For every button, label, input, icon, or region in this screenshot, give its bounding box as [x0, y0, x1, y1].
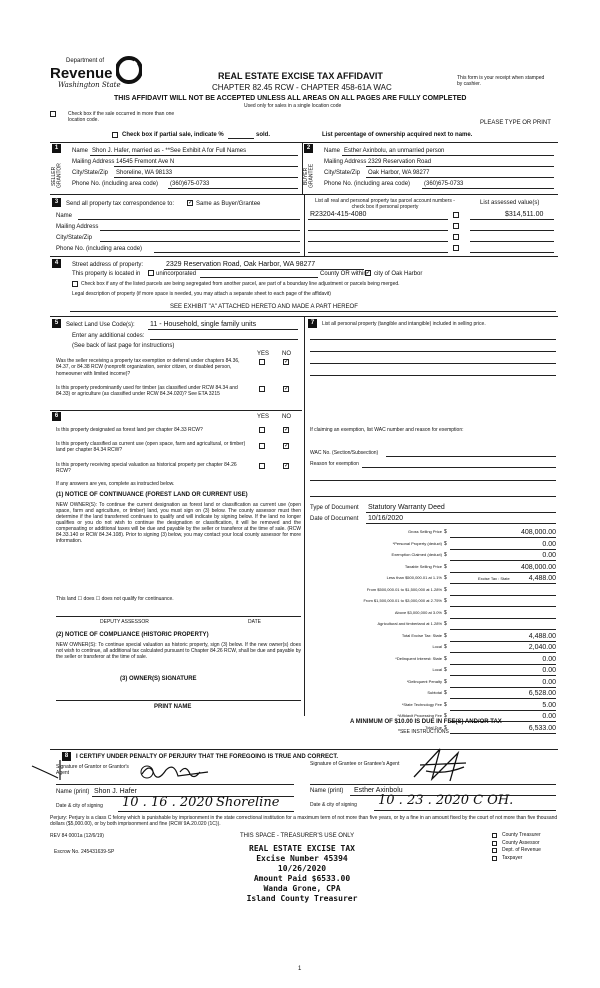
tax-row-label: From $1,500,000.01 to $3,000,000 at 2.75% — [363, 598, 442, 603]
dollar-sign: $ — [444, 678, 447, 685]
section-5-badge: 5 — [52, 319, 61, 328]
grantee-signature — [410, 745, 470, 785]
line — [100, 241, 300, 242]
unincorporated-label: unincorporated — [156, 271, 197, 277]
section-7-badge: 7 — [308, 319, 317, 328]
line — [200, 277, 318, 278]
assessed-value[interactable]: $314,511.00 — [505, 211, 544, 218]
line — [470, 230, 554, 231]
tax-row-value[interactable]: 4,488.00 — [528, 575, 556, 582]
s3-city-label: City/State/Zip — [56, 235, 93, 241]
tax-row-line — [450, 641, 556, 642]
owner-signature-label: (3) OWNER(S) SIGNATURE — [120, 676, 197, 682]
same-as-buyer-label: Same as Buyer/Grantee — [196, 201, 261, 207]
line — [470, 219, 554, 220]
line — [470, 241, 554, 242]
assessed-header: List assessed value(s) — [480, 200, 540, 206]
line — [386, 456, 556, 457]
s3-addr-label: Mailing Address — [56, 224, 99, 230]
s6-q2-no[interactable]: ✓ — [284, 443, 290, 449]
dept-of: Department of — [66, 58, 105, 64]
s5-q1-no[interactable]: ✓ — [284, 359, 290, 365]
grantor-sign-city[interactable]: Shoreline — [216, 795, 280, 810]
line — [342, 155, 554, 156]
tax-row-label: Less than $500,000.01 at 1.1% — [386, 575, 442, 580]
line — [308, 252, 448, 253]
notice-continuance-text: NEW OWNER(S): To continue the current designation as forest land or classification as current use (open space, farm and agriculture, or timber) land, you must sign on (3) below. The county assessor must then determine if the land transferred continues to qualify and will indicate by signing below. If the land no longer qualifies or you do not wish to continue the designation or classification, it will be removed and the compensating or additional taxes will be due and payable by the seller or transferor at the time of sale. (RCW 84.33.140 or RCW 84.34.108). Prior to signing (3) below, you may contact your local county assessor for more information. — [56, 502, 301, 544]
copy-label: Dept. of Revenue — [502, 847, 541, 853]
line — [470, 252, 554, 253]
line — [308, 219, 448, 220]
revenue-logo-text: Revenue — [50, 65, 113, 82]
grantor-date-city-label: Date & city of signing — [56, 803, 103, 809]
ownership-label: List percentage of ownership acquired next to name. — [322, 132, 473, 138]
escrow-number: Escrow No. 245431639-SP — [54, 849, 115, 855]
s6-no: NO — [282, 414, 291, 420]
stamp-line: Island County Treasurer — [246, 894, 358, 903]
multi-location-checkbox[interactable] — [50, 111, 56, 117]
line — [422, 188, 554, 189]
section-8-badge: 8 — [62, 752, 71, 761]
rule — [50, 749, 558, 750]
line — [310, 363, 556, 364]
tax-row-label: Above $3,000,000 at 3.0% — [394, 609, 442, 615]
line — [56, 616, 301, 617]
grantor-sign-date[interactable]: 10 . 16 . 2020 — [122, 795, 213, 810]
parcel-personal-checkbox[interactable] — [453, 212, 459, 218]
tax-row-line — [450, 629, 556, 630]
grantor-city-label: City/State/Zip — [72, 170, 109, 176]
divider — [304, 194, 305, 256]
tax-row-label: *Affidavit Processing Fee — [397, 713, 442, 718]
tax-row-label: From $500,000.01 to $1,500,000 at 1.28% — [366, 586, 442, 592]
percent-line — [228, 138, 254, 139]
assessor-date: DATE — [248, 619, 261, 625]
line — [366, 166, 554, 167]
line — [310, 496, 556, 497]
line — [366, 512, 556, 513]
tax-row-line — [450, 618, 556, 619]
grantor-addr[interactable]: 14545 Fremont Ave N — [116, 159, 175, 165]
dollar-sign: $ — [444, 713, 447, 719]
doc-type-label: Type of Document — [310, 505, 359, 511]
tax-row-label: Subtotal — [427, 690, 442, 695]
personal-property-list: List all personal property (tangible and intangible) included in selling price. — [322, 321, 486, 327]
tax-row-value[interactable]: 0.00 — [542, 713, 556, 720]
rule — [50, 256, 558, 257]
reason-label: Reason for exemption — [310, 461, 359, 467]
tax-row-value[interactable]: 0.00 — [542, 655, 556, 663]
doc-date-label: Date of Document — [310, 516, 359, 522]
line — [362, 467, 556, 468]
tax-row-line — [450, 652, 556, 653]
s5-q2-yes[interactable] — [259, 386, 265, 392]
tax-row-value[interactable]: 2,040.00 — [528, 644, 556, 651]
s6-question-1: Is this property designated as forest land per chapter 84.33 RCW? — [56, 427, 203, 433]
tax-row-label: Total Due — [425, 724, 442, 730]
rule — [50, 142, 558, 143]
tax-row-value[interactable]: 6,533.00 — [528, 724, 556, 732]
line — [114, 166, 298, 167]
tax-row-line — [450, 537, 556, 538]
line — [150, 339, 298, 340]
line — [366, 177, 554, 178]
line — [164, 269, 364, 270]
line — [308, 241, 448, 242]
page-number: 1 — [298, 966, 302, 972]
dollar-sign: $ — [444, 575, 447, 581]
legal-description-label: Legal description of property (if more space is needed, you may attach a separate sheet to each page of the affidavit) — [72, 291, 331, 297]
wac-label: WAC No. (Section/Subsection) — [310, 450, 379, 456]
city-of: city of Oak Harbor — [374, 271, 423, 277]
dollar-sign: $ — [444, 701, 447, 708]
dollar-sign: $ — [444, 586, 447, 593]
grantor-phone[interactable]: (360)675-0733 — [170, 181, 210, 187]
tax-row-line — [450, 710, 556, 711]
property-street[interactable]: 2329 Reservation Road, Oak Harbor, WA 98277 — [166, 261, 316, 268]
s6-q3-yes[interactable] — [259, 463, 265, 469]
tax-row-label: Local — [432, 644, 442, 649]
line — [70, 311, 556, 312]
section-3-badge: 3 — [52, 198, 61, 207]
rule — [50, 410, 302, 411]
grantor-signature — [30, 756, 230, 784]
if-yes-note: If any answers are yes, complete as instructed below. — [56, 481, 175, 487]
grantee-city-label: City/State/Zip — [324, 170, 361, 176]
notice-compliance-text: NEW OWNER(S): To continue special valuation as historic property, sign (3) below. If the new owner(s) does not wish to continue, all additional tax calculated pursuant to Chapter 84.26 RCW, shall be due and payable by the seller or transferor at the time of sale. — [56, 642, 301, 660]
line — [78, 219, 300, 220]
copy-label: County Treasurer — [502, 832, 541, 838]
perjury-note: Perjury: Perjury is a class C felony which is punishable by imprisonment in the state correctional institution for a maximum term of not more than five years, or by a fine in an amount fixed by the court of not more than five thousand dollars ($5,000.00), or by both imprisonment and fine (RCW 9A.20.020 (1C)). — [50, 815, 558, 827]
tax-row-line — [450, 595, 556, 596]
stamp-line: Excise Number 45394 — [256, 854, 348, 863]
multi-location-label: Check box if the sale occurred in more than one location code. — [68, 111, 175, 123]
tax-row-value[interactable]: 408,000.00 — [520, 529, 556, 536]
s6-yes: YES — [257, 414, 270, 420]
send-correspondence: Send all property tax correspondence to: — [66, 201, 175, 207]
dollar-sign: $ — [444, 644, 447, 650]
washington-state: Washington State — [58, 81, 121, 89]
section-6-badge: 6 — [52, 412, 61, 421]
s6-q1-no[interactable]: ✓ — [284, 427, 290, 433]
grantee-date-city-label: Date & city of signing — [310, 802, 357, 808]
tax-row-value[interactable]: 0.00 — [542, 667, 556, 674]
divider — [304, 316, 305, 716]
dollar-sign: $ — [444, 667, 447, 673]
certify-statement: I CERTIFY UNDER PENALTY OF PERJURY THAT THE FOREGOING IS TRUE AND CORRECT. — [76, 754, 339, 760]
line — [366, 523, 556, 524]
grantee-phone-label: Phone No. (including area code) — [324, 181, 411, 187]
partial-sale-label: Check box if partial sale, indicate % — [122, 132, 224, 138]
notice-continuance: (1) NOTICE OF CONTINUANCE (FOREST LAND OR CURRENT USE) — [56, 492, 248, 498]
dollar-sign: $ — [444, 598, 447, 604]
line — [114, 177, 298, 178]
single-location: Used only for sales in a single location code — [244, 103, 342, 109]
grantor-name-print-label: Name (print) — [56, 789, 90, 795]
dollar-sign: $ — [444, 632, 447, 639]
grantee-sign-date-city[interactable]: 10 . 23 . 2020 C OH. — [378, 793, 514, 808]
grantee-name-print[interactable]: Esther Axinbolu — [354, 787, 403, 794]
s6-q3-no[interactable]: ✓ — [284, 463, 290, 469]
dollar-sign: $ — [444, 655, 447, 662]
tax-row-label: Gross Selling Price — [407, 529, 442, 534]
grantor-addr-label: Mailing Address — [72, 159, 115, 165]
tax-row-line — [450, 572, 556, 573]
copy-label: Taxpayer — [502, 854, 523, 861]
deputy-assessor: DEPUTY ASSESSOR — [100, 619, 149, 625]
dollar-sign: $ — [444, 724, 447, 731]
s5-question-1: Was the seller receiving a property tax exemption or deferral under chapters 84.36, 84.37, or 84.38 RCW (nonprofit organization, senior citizen, or disabled person, homeowner with limited income)? — [56, 358, 240, 377]
s3-name-label: Name — [56, 213, 73, 219]
tax-row-line — [450, 698, 556, 699]
s5-no: NO — [282, 351, 291, 357]
tax-row-line — [450, 549, 556, 550]
s3-phone-label: Phone No. (including area code) — [56, 246, 143, 252]
partial-sale-checkbox[interactable] — [112, 132, 118, 138]
copy-checkbox[interactable] — [492, 833, 497, 838]
dollar-sign: $ — [444, 552, 447, 558]
exhibit-a: SEE EXHIBIT "A" ATTACHED HERETO AND MADE A PART HEREOF — [170, 304, 358, 310]
land-use-code[interactable]: 11 - Household, single family units — [150, 321, 257, 328]
grantee-name-label: Name — [324, 148, 341, 154]
section-4-badge: 4 — [52, 259, 61, 268]
grantee-addr-label: Mailing Address — [324, 159, 367, 165]
see-instructions: *SEE INSTRUCTIONS — [398, 729, 449, 735]
same-as-buyer-checkbox[interactable]: ✓ — [188, 200, 194, 206]
parcel-checkbox-2[interactable] — [453, 223, 459, 229]
tax-row-line — [450, 560, 556, 561]
line — [310, 375, 556, 376]
doc-date[interactable]: 10/16/2020 — [368, 515, 404, 522]
s6-q1-yes[interactable] — [259, 427, 265, 433]
grantee-signature-label: Signature of Grantee or Grantee's Agent — [310, 761, 400, 767]
tax-row-value[interactable]: 0.00 — [542, 540, 556, 548]
s5-question-2: Is this property predominantly used for timber (as classified under RCW 84.34 and 84.33) or agriculture (as classified under RCW 84.34.020)? See ETA 3215 — [56, 385, 238, 398]
stamp-line: 10/26/2020 — [277, 864, 327, 873]
tax-row-value[interactable]: 6,528.00 — [528, 690, 556, 697]
grantor-phone-label: Phone No. (including area code) — [72, 181, 159, 187]
line — [90, 155, 298, 156]
tax-row-label: *Delinquent Penalty — [406, 678, 442, 684]
line — [374, 810, 556, 811]
grantor-signature-label: Signature of Grantor or Grantor's Agent — [56, 764, 129, 776]
parcel-checkbox-3[interactable] — [453, 234, 459, 240]
additional-codes: Enter any additional codes: — [72, 333, 145, 339]
land-use-label: Select Land Use Code(s): — [66, 322, 135, 328]
tax-row-label: *Delinquent Interest: State — [395, 655, 442, 661]
tax-row-value[interactable]: 408,000.00 — [520, 563, 556, 571]
type-or-print: PLEASE TYPE OR PRINT — [480, 120, 551, 126]
parcel-header: List all real and personal property tax parcel account numbers - check box if personal property — [315, 198, 455, 210]
line — [154, 252, 300, 253]
city-checkbox[interactable]: ✓ — [366, 270, 372, 276]
stamp-line: Amount Paid $6533.00 — [253, 874, 351, 883]
dollar-sign: $ — [444, 563, 447, 570]
tax-row-line — [450, 606, 556, 607]
stamp-line: Wanda Grone, CPA — [263, 884, 341, 893]
line — [168, 188, 298, 189]
line — [100, 230, 300, 231]
s6-q2-yes[interactable] — [259, 443, 265, 449]
section-2-badge: 2 — [304, 144, 313, 153]
print-name-label: PRINT NAME — [154, 704, 192, 710]
grantee-addr[interactable]: 2329 Reservation Road — [368, 159, 432, 165]
grantor-name[interactable]: Shon J. Hafer, married as - **See Exhibit A for Full Names — [92, 148, 247, 154]
dollar-sign: $ — [444, 609, 447, 616]
chapters: CHAPTER 82.45 RCW - CHAPTER 458-61A WAC — [212, 83, 392, 92]
excise-header: Excise Tax : State — [478, 576, 510, 581]
s6-question-2: Is this property classified as current use (open space, farm and agricultural, or timber) land per chapter 84.34 RCW? — [56, 441, 246, 454]
stamp-line: REAL ESTATE EXCISE TAX — [249, 844, 355, 853]
dollar-sign: $ — [444, 540, 447, 547]
parcel-checkbox-4[interactable] — [453, 245, 459, 251]
line — [310, 480, 556, 481]
unincorporated-checkbox[interactable] — [148, 270, 154, 276]
dor-logo-icon — [116, 56, 142, 84]
tax-row-label: Exemption Claimed (deduct) — [391, 552, 442, 557]
tax-row-value[interactable]: 5.00 — [542, 701, 556, 709]
line — [56, 700, 301, 701]
tax-row-label: Agricultural and timberland at 1.28% — [377, 621, 442, 626]
line — [308, 230, 448, 231]
tax-row-label: Local — [432, 667, 442, 672]
line — [148, 329, 298, 330]
grantor-name-print[interactable]: Shon J. Hafer — [94, 788, 137, 795]
grantee-name-print-label: Name (print) — [310, 788, 344, 794]
tax-row-line — [450, 687, 556, 688]
copy-checkbox[interactable] — [492, 841, 497, 846]
s5-yes: YES — [257, 351, 270, 357]
qualify-continuance: This land ☐ does ☐ does not qualify for continuance. — [56, 596, 174, 602]
form-title: REAL ESTATE EXCISE TAX AFFIDAVIT — [218, 71, 383, 81]
segregated-label: Check box if any of the listed parcels are being segregated from another parcel, are part of a boundary line adjustment or parcels being merged. — [81, 281, 400, 287]
copy-checkbox[interactable] — [492, 856, 497, 861]
tax-row-value[interactable]: 4,488.00 — [528, 632, 556, 640]
line — [118, 811, 294, 812]
grantee-phone[interactable]: (360)675-0733 — [424, 181, 464, 187]
dollar-sign: $ — [444, 621, 447, 627]
exemption-label: If claiming an exemption, list WAC number and reason for exemption: — [310, 427, 464, 433]
segregated-checkbox[interactable] — [72, 281, 78, 287]
copy-label: County Assessor — [502, 839, 540, 846]
warning: THIS AFFIDAVIT WILL NOT BE ACCEPTED UNLESS ALL AREAS ON ALL PAGES ARE FULLY COMPLETED — [114, 95, 467, 102]
tax-row-line — [450, 583, 556, 584]
minimum-due-note: A MINIMUM OF $10.00 IS DUE IN FEE(S) AND/OR TAX — [350, 719, 502, 725]
parcel-number[interactable]: R23204-415-4080 — [310, 211, 367, 218]
tax-row-label: *State Technology Fee — [401, 701, 442, 707]
line — [310, 339, 556, 340]
see-back: (See back of last page for instructions) — [72, 343, 175, 349]
notice-compliance: (2) NOTICE OF COMPLIANCE (HISTORIC PROPERTY) — [56, 632, 209, 638]
dollar-sign: $ — [444, 529, 447, 535]
buyer-grantee-label: BUYER GRANTEE — [303, 163, 315, 189]
line — [310, 784, 556, 785]
street-label: Street address of property: — [72, 262, 144, 268]
tax-row-line — [450, 675, 556, 676]
receipt-note: This form is your receipt when stamped by cashier. — [457, 75, 545, 87]
tax-row-line — [450, 664, 556, 665]
grantor-city[interactable]: Shoreline, WA 98133 — [116, 170, 173, 176]
tax-row-value[interactable]: 0.00 — [542, 552, 556, 559]
line — [310, 351, 556, 352]
tax-row-label: *Personal Property (deduct) — [392, 540, 442, 546]
sold-label: sold. — [256, 132, 271, 138]
county-label: County OR within — [320, 271, 367, 277]
tax-row-line — [450, 733, 556, 734]
dollar-sign: $ — [444, 690, 447, 696]
line — [56, 784, 294, 785]
s5-q1-yes[interactable] — [259, 359, 265, 365]
s5-q2-no[interactable]: ✓ — [284, 386, 290, 392]
form-revision: REV 84 0001a (12/6/19) — [50, 833, 104, 839]
grantee-name[interactable]: Esther Axinbolu, an unmarried person — [344, 148, 445, 154]
section-1-badge: 1 — [52, 144, 61, 153]
tax-row-value[interactable]: 0.00 — [542, 678, 556, 686]
copy-checkbox[interactable] — [492, 848, 497, 853]
tax-row-label: Taxable Selling Price — [404, 563, 442, 569]
seller-grantor-label: SELLER GRANTOR — [51, 163, 63, 189]
located-label: This property is located in — [72, 271, 141, 277]
tax-row-label: Total Excise Tax: State — [401, 632, 442, 638]
s6-question-3: Is this property receiving special valuation as historical property per chapter 84.26 RCW? — [56, 462, 237, 475]
treasurer-use-only: THIS SPACE - TREASURER'S USE ONLY — [240, 833, 355, 839]
doc-type[interactable]: Statutory Warranty Deed — [368, 504, 445, 511]
grantor-name-label: Name — [72, 148, 89, 154]
grantee-city[interactable]: Oak Harbor, WA 98277 — [368, 170, 430, 176]
